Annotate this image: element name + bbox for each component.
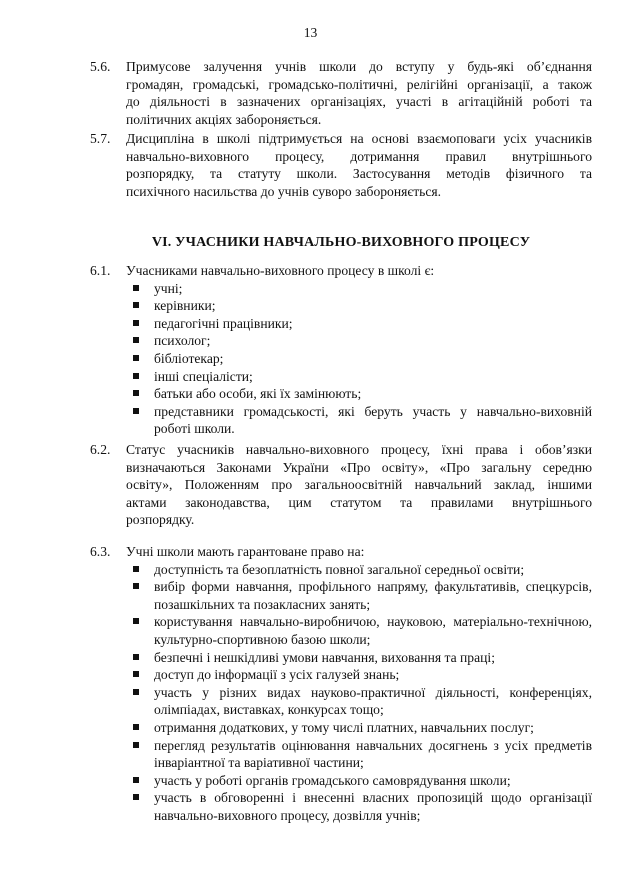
text-line: актами законодавства, цим статутом та правилами внутрішнього bbox=[126, 494, 592, 510]
participants-list bbox=[126, 280, 592, 438]
text-line: розпорядку. bbox=[126, 512, 195, 528]
page-number: 13 bbox=[303, 25, 318, 40]
bullet-icon bbox=[133, 337, 139, 343]
list-item: бібліотекар; bbox=[126, 350, 592, 368]
list-item: керівники; bbox=[126, 297, 592, 315]
text-line: розпорядку, та статуту школи. Застосування методів фізичного та bbox=[126, 166, 592, 182]
clause-6-1 bbox=[90, 262, 592, 438]
bullet-icon bbox=[133, 724, 139, 730]
clause-intro: Учні школи мають гарантоване право на: bbox=[126, 544, 365, 559]
student-rights-list bbox=[126, 561, 592, 825]
clause-text bbox=[126, 543, 592, 825]
clause-text bbox=[126, 441, 592, 529]
clause-number: 6.3. bbox=[90, 544, 111, 559]
list-item: інші спеціалісти; bbox=[126, 368, 592, 386]
bullet-icon bbox=[133, 618, 139, 624]
text-line: громадян, громадські, громадсько-політичні, релігійні організації, а також bbox=[126, 76, 592, 92]
list-item: безпечні і нешкідливі умови навчання, виховання та праці; bbox=[126, 649, 592, 667]
list-item: педагогічні працівники; bbox=[126, 315, 592, 333]
list-item: участь у роботі органів громадського самоврядування школи; bbox=[126, 772, 592, 790]
bullet-icon bbox=[133, 285, 139, 291]
list-item: батьки або особи, які їх замінюють; bbox=[126, 385, 592, 403]
bullet-icon bbox=[133, 302, 139, 308]
clause-number: 5.7. bbox=[90, 131, 111, 146]
bullet-icon bbox=[133, 671, 139, 677]
bullet-icon bbox=[133, 320, 139, 326]
clause-number: 6.1. bbox=[90, 263, 111, 278]
text-line: Дисципліна в школі підтримується на основі взаємоповаги усіх учасників bbox=[126, 131, 592, 146]
clause-number: 6.2. bbox=[90, 442, 111, 457]
bullet-icon bbox=[133, 355, 139, 361]
clause-text bbox=[126, 58, 592, 128]
clause-5-7 bbox=[90, 130, 592, 200]
bullet-icon bbox=[133, 742, 139, 748]
bullet-icon bbox=[133, 654, 139, 660]
list-item: участь в обговоренні і внесенні власних пропозицій щодо організації навчально-виховного процесу, дозвілля учнів; bbox=[126, 789, 592, 824]
text-line: Примусове залучення учнів школи до вступу у будь-які об’єднання bbox=[126, 59, 592, 74]
bullet-icon bbox=[133, 390, 139, 396]
clause-6-2 bbox=[90, 441, 592, 529]
clause-number: 5.6. bbox=[90, 59, 111, 74]
text-line: психічного насильства до учнів суворо забороняється. bbox=[126, 183, 442, 199]
clause-5-6 bbox=[90, 58, 592, 128]
clause-text bbox=[126, 262, 592, 438]
list-item: користування навчально-виробничою, науковою, матеріально-технічною, культурно-спортивною базою школи; bbox=[126, 613, 592, 648]
bullet-icon bbox=[133, 583, 139, 589]
text-line: Статус учасників навчально-виховного процесу, їхні права і обов’язки bbox=[126, 442, 592, 457]
list-item: представники громадськості, які беруть участь у навчально-виховній роботі школи. bbox=[126, 403, 592, 438]
text-line: навчально-виховного процесу, дотримання правил внутрішнього bbox=[126, 148, 592, 164]
clause-text bbox=[126, 130, 592, 200]
text-line: політичних акціях забороняється. bbox=[126, 111, 322, 127]
bullet-icon bbox=[133, 777, 139, 783]
list-item: отримання додаткових, у тому числі платних, навчальних послуг; bbox=[126, 719, 592, 737]
bullet-icon bbox=[133, 373, 139, 379]
text-line: визначаються Законами України «Про освіту», «Про загальну середню bbox=[126, 459, 592, 475]
list-item: доступ до інформації з усіх галузей знань; bbox=[126, 666, 592, 684]
section-heading: VI. УЧАСНИКИ НАВЧАЛЬНО-ВИХОВНОГО ПРОЦЕСУ bbox=[151, 235, 531, 250]
list-item: перегляд результатів оцінювання навчальних досягнень з усіх предметів інваріантної та варіативної частини; bbox=[126, 737, 592, 772]
text-line: до діяльності в зазначених організаціях, участі в агітаційній роботі та bbox=[126, 94, 592, 110]
list-item: участь у різних видах науково-практичної діяльності, конференціях, олімпіадах, виставках, конкурсах тощо; bbox=[126, 684, 592, 719]
list-item: доступність та безоплатність повної загальної середньої освіти; bbox=[126, 561, 592, 579]
clause-intro: Учасниками навчально-виховного процесу в школі є: bbox=[126, 263, 435, 278]
bullet-icon bbox=[133, 566, 139, 572]
text-line: освіту», Положенням про загальноосвітній навчальний заклад, іншими bbox=[126, 477, 592, 493]
bullet-icon bbox=[133, 408, 139, 414]
list-item: психолог; bbox=[126, 332, 592, 350]
bullet-icon bbox=[133, 794, 139, 800]
list-item: учні; bbox=[126, 280, 592, 298]
list-item: вибір форми навчання, профільного напряму, факультативів, спецкурсів, позашкільних та позакласних занять; bbox=[126, 578, 592, 613]
clause-6-3 bbox=[90, 543, 592, 825]
bullet-icon bbox=[133, 689, 139, 695]
